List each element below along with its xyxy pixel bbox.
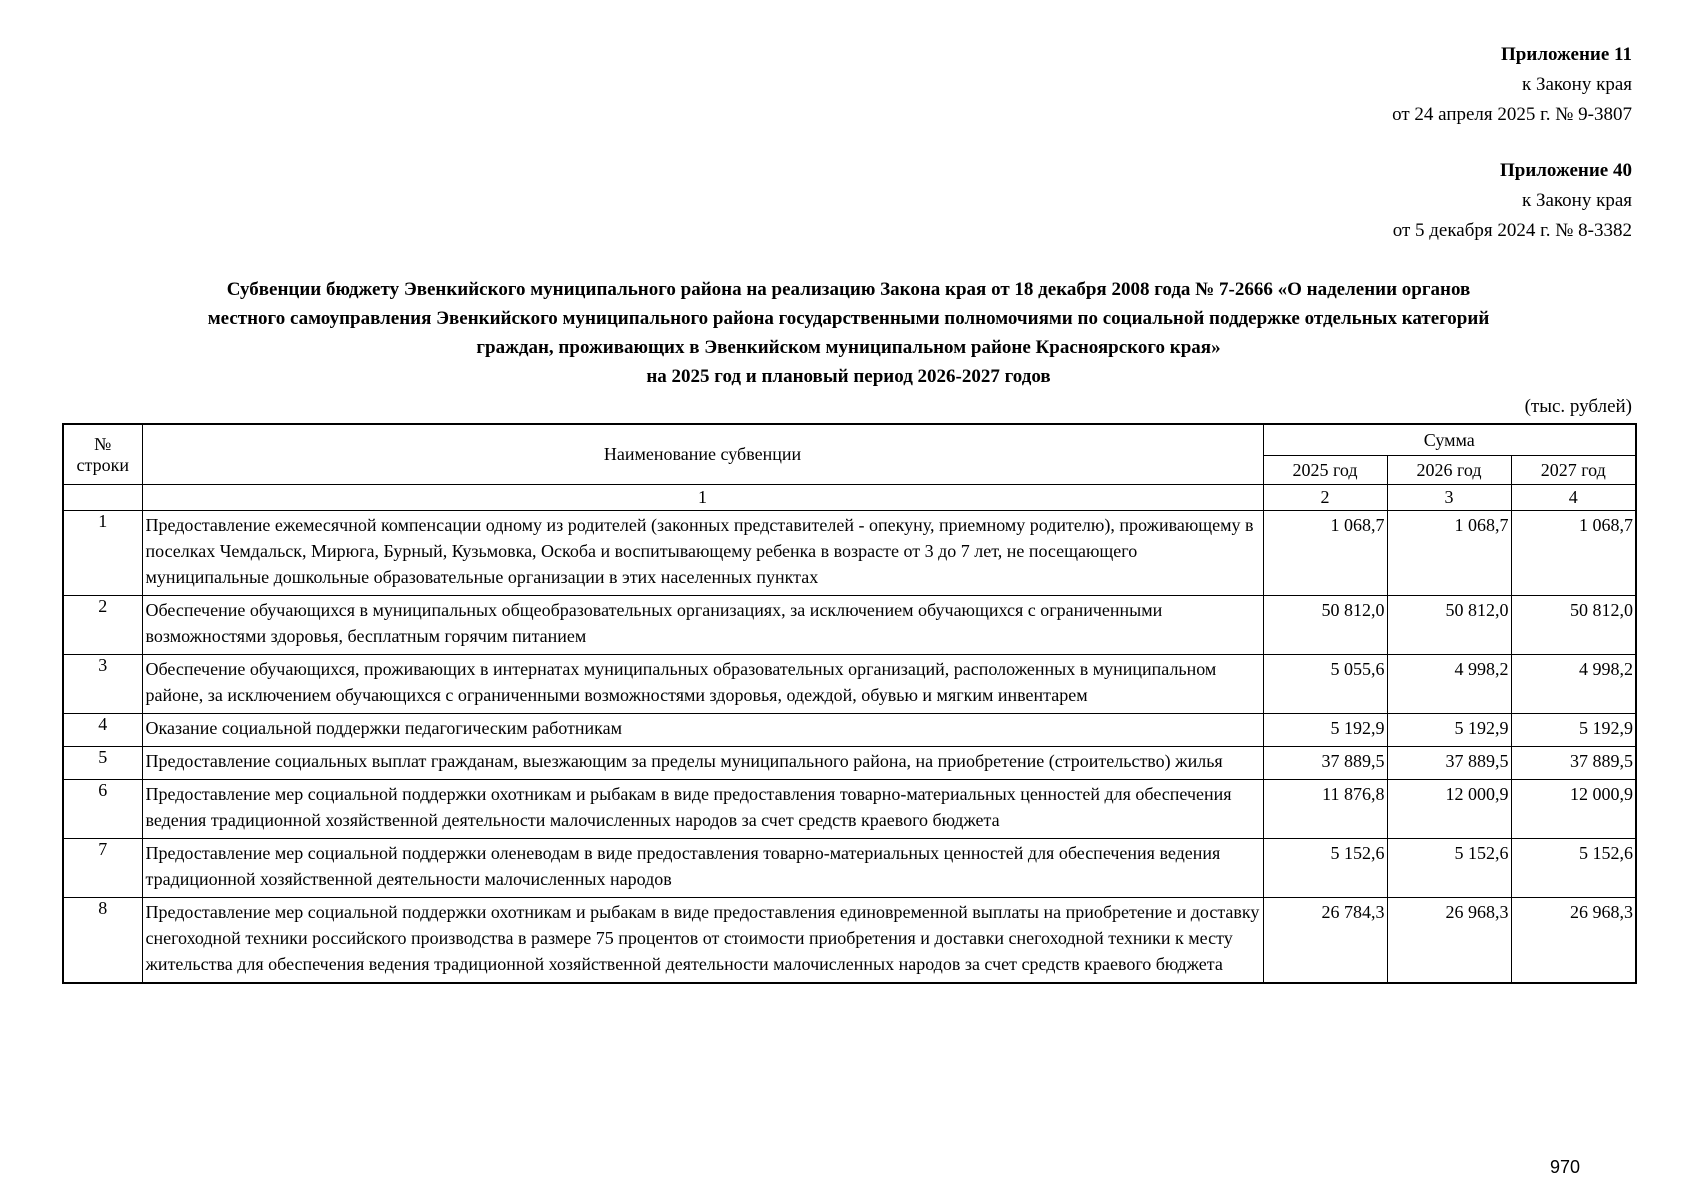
document-heading <box>60 275 1637 391</box>
annex-11-law-ref: к Закону края <box>1521 74 1632 95</box>
amount-2025: 5 152,6 <box>1263 839 1387 898</box>
table-row <box>63 839 1636 898</box>
annex-40-date: от 5 декабря 2024 г. № 8-3382 <box>1392 220 1632 241</box>
amount-2026: 26 968,3 <box>1387 898 1511 984</box>
row-number: 7 <box>63 839 142 898</box>
amount-2026: 50 812,0 <box>1387 596 1511 655</box>
annex-11-reference <box>1392 40 1632 130</box>
heading-line-1: Субвенции бюджету Эвенкийского муниципального района на реализацию Закона края от 18 декабря 2008 года № 7-2666 «О наделении органов <box>226 279 1471 300</box>
subsidy-table <box>62 423 1637 984</box>
row-number: 2 <box>63 596 142 655</box>
table-row <box>63 511 1636 596</box>
amount-2025: 11 876,8 <box>1263 780 1387 839</box>
header-year-2025: 2025 год <box>1263 456 1387 485</box>
subsidy-name: Предоставление мер социальной поддержки оленеводам в виде предоставления товарно-материальных ценностей для обеспечения ведения традиционной хозяйственной деятельности малочисленных народов <box>142 839 1263 898</box>
table-row <box>63 747 1636 780</box>
amount-2026: 1 068,7 <box>1387 511 1511 596</box>
annex-11-title: Приложение 11 <box>1501 44 1632 65</box>
header-sum: Сумма <box>1263 424 1636 456</box>
header-year-2027: 2027 год <box>1511 456 1636 485</box>
amount-2026: 4 998,2 <box>1387 655 1511 714</box>
table-row <box>63 655 1636 714</box>
amount-2025: 26 784,3 <box>1263 898 1387 984</box>
page-number: 970 <box>1550 1157 1581 1177</box>
row-number: 3 <box>63 655 142 714</box>
annex-40-reference <box>1393 156 1632 246</box>
amount-2026: 37 889,5 <box>1387 747 1511 780</box>
header-index-3: 3 <box>1387 485 1511 511</box>
header-subsidy-name: Наименование субвенции <box>142 424 1263 485</box>
row-number: 1 <box>63 511 142 596</box>
header-index-2: 2 <box>1263 485 1387 511</box>
amount-2025: 1 068,7 <box>1263 511 1387 596</box>
subsidy-name: Предоставление мер социальной поддержки охотникам и рыбакам в виде предоставления товарно-материальных ценностей для обеспечения ведения традиционной хозяйственной деятельности малочисленных народов за счет средств краевого бюджета <box>142 780 1263 839</box>
annex-40-title: Приложение 40 <box>1499 160 1632 181</box>
amount-2026: 5 192,9 <box>1387 714 1511 747</box>
table-row <box>63 714 1636 747</box>
subsidy-name: Обеспечение обучающихся в муниципальных общеобразовательных организациях, за исключением обучающихся с ограниченными возможностями здоровья, бесплатным горячим питанием <box>142 596 1263 655</box>
heading-line-2: местного самоуправления Эвенкийского муниципального района государственными полномочиями по социальной поддержке отдельных категорий <box>207 308 1490 329</box>
header-row-number: № строки <box>63 424 142 485</box>
amount-2027: 26 968,3 <box>1511 898 1636 984</box>
header-index-blank <box>63 485 142 511</box>
subsidy-name: Оказание социальной поддержки педагогическим работникам <box>142 714 1263 747</box>
row-number: 5 <box>63 747 142 780</box>
annex-11-date: от 24 апреля 2025 г. № 9-3807 <box>1392 104 1632 125</box>
unit-label: (тыс. рублей) <box>1524 396 1632 417</box>
subsidy-name: Предоставление мер социальной поддержки охотникам и рыбакам в виде предоставления единовременной выплаты на приобретение и доставку снегоходной техники российского производства в размере 75 процентов от стоимости приобретения и доставки снегоходной техники к месту жительства для обеспечения ведения традиционной хозяйственной деятельности малочисленных народов за счет средств краевого бюджета <box>142 898 1263 984</box>
amount-2025: 5 055,6 <box>1263 655 1387 714</box>
header-year-2026: 2026 год <box>1387 456 1511 485</box>
amount-2025: 37 889,5 <box>1263 747 1387 780</box>
header-index-1: 1 <box>142 485 1263 511</box>
amount-2027: 1 068,7 <box>1511 511 1636 596</box>
amount-2027: 4 998,2 <box>1511 655 1636 714</box>
row-number: 6 <box>63 780 142 839</box>
annex-40-law-ref: к Закону края <box>1521 190 1632 211</box>
heading-line-4: на 2025 год и плановый период 2026-2027 годов <box>646 366 1051 387</box>
subsidy-name: Предоставление социальных выплат гражданам, выезжающим за пределы муниципального района, на приобретение (строительство) жилья <box>142 747 1263 780</box>
subsidy-name: Предоставление ежемесячной компенсации одному из родителей (законных представителей - опекуну, приемному родителю), проживающему в поселках Чемдальск, Мирюга, Бурный, Кузьмовка, Оскоба и воспитывающему ребенка в возрасте от 3 до 7 лет, не посещающего муниципальные дошкольные образовательные организации в этих населенных пунктах <box>142 511 1263 596</box>
amount-2027: 5 192,9 <box>1511 714 1636 747</box>
amount-2025: 5 192,9 <box>1263 714 1387 747</box>
subsidy-name: Обеспечение обучающихся, проживающих в интернатах муниципальных образовательных организаций, расположенных в муниципальном районе, за исключением обучающихся с ограниченными возможностями здоровья, одеждой, обувью и мягким инвентарем <box>142 655 1263 714</box>
row-number: 8 <box>63 898 142 984</box>
amount-2027: 50 812,0 <box>1511 596 1636 655</box>
row-number: 4 <box>63 714 142 747</box>
table-row <box>63 596 1636 655</box>
amount-2026: 12 000,9 <box>1387 780 1511 839</box>
table-row <box>63 780 1636 839</box>
amount-2027: 12 000,9 <box>1511 780 1636 839</box>
amount-2027: 37 889,5 <box>1511 747 1636 780</box>
table-row <box>63 898 1636 984</box>
header-index-4: 4 <box>1511 485 1636 511</box>
amount-2027: 5 152,6 <box>1511 839 1636 898</box>
heading-line-3: граждан, проживающих в Эвенкийском муниципальном районе Красноярского края» <box>476 337 1221 358</box>
amount-2026: 5 152,6 <box>1387 839 1511 898</box>
amount-2025: 50 812,0 <box>1263 596 1387 655</box>
